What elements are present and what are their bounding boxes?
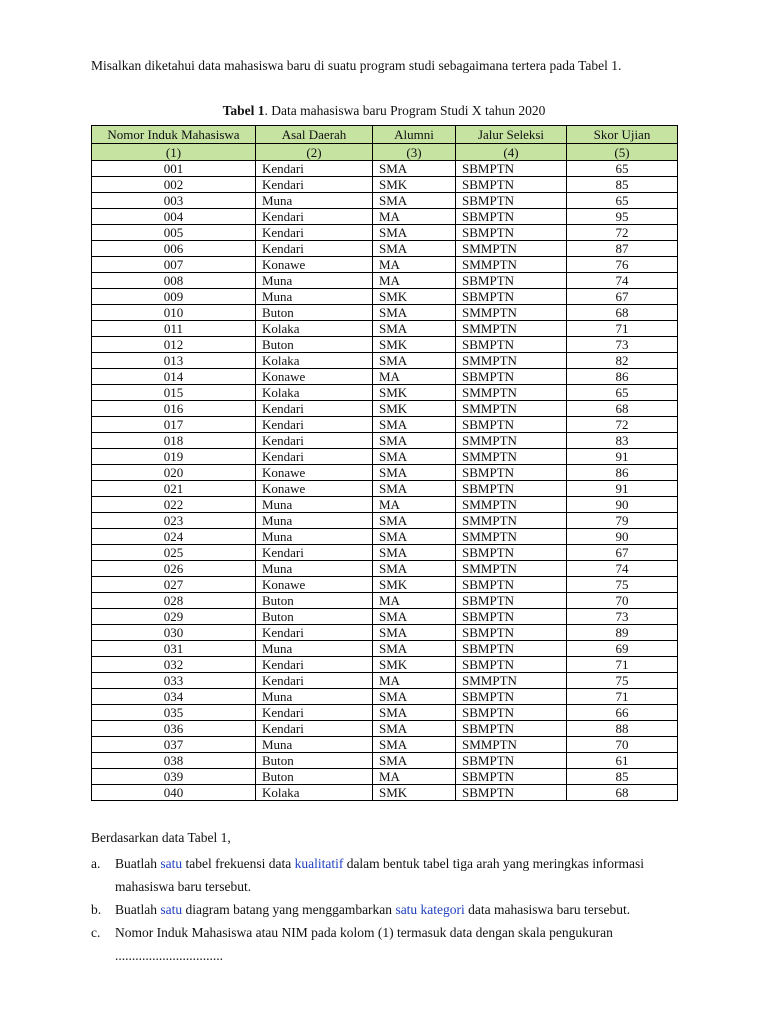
cell-jalur-seleksi: SBMPTN bbox=[456, 545, 567, 561]
cell-jalur-seleksi: SMMPTN bbox=[456, 321, 567, 337]
table-row bbox=[92, 193, 678, 209]
table-row bbox=[92, 305, 678, 321]
table-body bbox=[92, 161, 678, 801]
cell-nim: 025 bbox=[92, 545, 256, 561]
cell-alumni: MA bbox=[373, 769, 456, 785]
cell-asal-daerah: Kendari bbox=[256, 721, 373, 737]
cell-nim: 031 bbox=[92, 641, 256, 657]
cell-jalur-seleksi: SBMPTN bbox=[456, 577, 567, 593]
cell-skor-ujian: 71 bbox=[567, 657, 678, 673]
subheader-2: (2) bbox=[256, 144, 373, 161]
question-text: tabel frekuensi data bbox=[182, 856, 295, 871]
cell-nim: 005 bbox=[92, 225, 256, 241]
table-row bbox=[92, 273, 678, 289]
cell-jalur-seleksi: SMMPTN bbox=[456, 433, 567, 449]
cell-nim: 018 bbox=[92, 433, 256, 449]
cell-skor-ujian: 61 bbox=[567, 753, 678, 769]
cell-skor-ujian: 66 bbox=[567, 705, 678, 721]
cell-jalur-seleksi: SMMPTN bbox=[456, 449, 567, 465]
cell-jalur-seleksi: SMMPTN bbox=[456, 353, 567, 369]
cell-asal-daerah: Kendari bbox=[256, 177, 373, 193]
cell-alumni: SMA bbox=[373, 753, 456, 769]
student-table bbox=[91, 125, 678, 801]
cell-skor-ujian: 73 bbox=[567, 337, 678, 353]
cell-asal-daerah: Kendari bbox=[256, 209, 373, 225]
cell-nim: 004 bbox=[92, 209, 256, 225]
table-row bbox=[92, 529, 678, 545]
cell-asal-daerah: Buton bbox=[256, 305, 373, 321]
cell-jalur-seleksi: SBMPTN bbox=[456, 753, 567, 769]
cell-jalur-seleksi: SBMPTN bbox=[456, 465, 567, 481]
cell-skor-ujian: 68 bbox=[567, 401, 678, 417]
cell-asal-daerah: Muna bbox=[256, 513, 373, 529]
cell-jalur-seleksi: SBMPTN bbox=[456, 177, 567, 193]
cell-jalur-seleksi: SBMPTN bbox=[456, 769, 567, 785]
cell-nim: 016 bbox=[92, 401, 256, 417]
cell-jalur-seleksi: SBMPTN bbox=[456, 689, 567, 705]
table-row bbox=[92, 289, 678, 305]
cell-alumni: SMA bbox=[373, 321, 456, 337]
cell-skor-ujian: 91 bbox=[567, 481, 678, 497]
cell-skor-ujian: 68 bbox=[567, 305, 678, 321]
cell-skor-ujian: 67 bbox=[567, 289, 678, 305]
cell-alumni: SMA bbox=[373, 545, 456, 561]
cell-asal-daerah: Muna bbox=[256, 289, 373, 305]
cell-asal-daerah: Kendari bbox=[256, 225, 373, 241]
cell-skor-ujian: 83 bbox=[567, 433, 678, 449]
cell-alumni: SMK bbox=[373, 385, 456, 401]
cell-skor-ujian: 65 bbox=[567, 385, 678, 401]
table-row bbox=[92, 465, 678, 481]
cell-alumni: SMA bbox=[373, 641, 456, 657]
cell-alumni: SMA bbox=[373, 449, 456, 465]
question-text: data mahasiswa baru tersebut. bbox=[464, 902, 631, 917]
cell-alumni: SMK bbox=[373, 177, 456, 193]
question-list bbox=[91, 852, 681, 967]
cell-nim: 036 bbox=[92, 721, 256, 737]
cell-asal-daerah: Konawe bbox=[256, 369, 373, 385]
cell-jalur-seleksi: SMMPTN bbox=[456, 561, 567, 577]
header-nim: Nomor Induk Mahasiswa bbox=[92, 126, 256, 144]
cell-jalur-seleksi: SBMPTN bbox=[456, 657, 567, 673]
cell-skor-ujian: 68 bbox=[567, 785, 678, 801]
question-text: dalam bentuk tabel tiga arah yang meringkas informasi mahasiswa baru tersebut. bbox=[115, 856, 644, 894]
cell-asal-daerah: Buton bbox=[256, 753, 373, 769]
cell-asal-daerah: Kendari bbox=[256, 705, 373, 721]
cell-skor-ujian: 75 bbox=[567, 577, 678, 593]
cell-asal-daerah: Muna bbox=[256, 737, 373, 753]
table-subheader-row bbox=[92, 144, 678, 161]
cell-nim: 021 bbox=[92, 481, 256, 497]
cell-skor-ujian: 86 bbox=[567, 369, 678, 385]
cell-jalur-seleksi: SBMPTN bbox=[456, 209, 567, 225]
cell-alumni: SMA bbox=[373, 161, 456, 177]
cell-jalur-seleksi: SBMPTN bbox=[456, 785, 567, 801]
cell-skor-ujian: 72 bbox=[567, 417, 678, 433]
cell-asal-daerah: Kendari bbox=[256, 161, 373, 177]
cell-skor-ujian: 71 bbox=[567, 689, 678, 705]
cell-skor-ujian: 71 bbox=[567, 321, 678, 337]
table-row bbox=[92, 673, 678, 689]
table-row bbox=[92, 609, 678, 625]
cell-asal-daerah: Kendari bbox=[256, 625, 373, 641]
highlight-text: kualitatif bbox=[294, 856, 344, 871]
cell-skor-ujian: 69 bbox=[567, 641, 678, 657]
table-row bbox=[92, 369, 678, 385]
cell-jalur-seleksi: SMMPTN bbox=[456, 529, 567, 545]
cell-jalur-seleksi: SBMPTN bbox=[456, 625, 567, 641]
cell-asal-daerah: Kolaka bbox=[256, 353, 373, 369]
cell-asal-daerah: Muna bbox=[256, 561, 373, 577]
table-row bbox=[92, 625, 678, 641]
cell-jalur-seleksi: SMMPTN bbox=[456, 513, 567, 529]
table-row bbox=[92, 321, 678, 337]
header-asal-daerah: Asal Daerah bbox=[256, 126, 373, 144]
question-c bbox=[91, 921, 681, 967]
table-row bbox=[92, 225, 678, 241]
header-skor-ujian: Skor Ujian bbox=[567, 126, 678, 144]
table-row bbox=[92, 257, 678, 273]
cell-asal-daerah: Konawe bbox=[256, 481, 373, 497]
cell-skor-ujian: 74 bbox=[567, 561, 678, 577]
cell-nim: 026 bbox=[92, 561, 256, 577]
subheader-5: (5) bbox=[567, 144, 678, 161]
cell-asal-daerah: Muna bbox=[256, 497, 373, 513]
cell-jalur-seleksi: SMMPTN bbox=[456, 497, 567, 513]
question-text: Buatlah bbox=[115, 856, 161, 871]
cell-asal-daerah: Buton bbox=[256, 769, 373, 785]
cell-nim: 013 bbox=[92, 353, 256, 369]
cell-asal-daerah: Buton bbox=[256, 337, 373, 353]
cell-asal-daerah: Muna bbox=[256, 193, 373, 209]
cell-alumni: SMA bbox=[373, 241, 456, 257]
cell-skor-ujian: 86 bbox=[567, 465, 678, 481]
cell-nim: 019 bbox=[92, 449, 256, 465]
cell-skor-ujian: 90 bbox=[567, 529, 678, 545]
cell-alumni: SMK bbox=[373, 785, 456, 801]
cell-alumni: SMA bbox=[373, 529, 456, 545]
cell-nim: 020 bbox=[92, 465, 256, 481]
table-row bbox=[92, 561, 678, 577]
cell-alumni: MA bbox=[373, 497, 456, 513]
cell-jalur-seleksi: SMMPTN bbox=[456, 737, 567, 753]
cell-jalur-seleksi: SMMPTN bbox=[456, 673, 567, 689]
cell-skor-ujian: 85 bbox=[567, 177, 678, 193]
cell-asal-daerah: Buton bbox=[256, 593, 373, 609]
cell-jalur-seleksi: SMMPTN bbox=[456, 305, 567, 321]
cell-nim: 006 bbox=[92, 241, 256, 257]
cell-nim: 002 bbox=[92, 177, 256, 193]
question-text: Buatlah bbox=[115, 902, 161, 917]
cell-alumni: SMA bbox=[373, 705, 456, 721]
cell-asal-daerah: Konawe bbox=[256, 465, 373, 481]
cell-alumni: SMA bbox=[373, 481, 456, 497]
cell-nim: 037 bbox=[92, 737, 256, 753]
cell-skor-ujian: 65 bbox=[567, 193, 678, 209]
table-row bbox=[92, 385, 678, 401]
table-header-row bbox=[92, 126, 678, 144]
cell-skor-ujian: 65 bbox=[567, 161, 678, 177]
intro-text: Misalkan diketahui data mahasiswa baru di suatu program studi sebagaimana tertera pada Tabel 1. bbox=[91, 58, 622, 73]
cell-asal-daerah: Kendari bbox=[256, 673, 373, 689]
cell-alumni: SMA bbox=[373, 305, 456, 321]
cell-skor-ujian: 89 bbox=[567, 625, 678, 641]
cell-jalur-seleksi: SMMPTN bbox=[456, 385, 567, 401]
table-row bbox=[92, 209, 678, 225]
cell-jalur-seleksi: SBMPTN bbox=[456, 417, 567, 433]
table-row bbox=[92, 721, 678, 737]
table-row bbox=[92, 481, 678, 497]
cell-jalur-seleksi: SBMPTN bbox=[456, 193, 567, 209]
table-row bbox=[92, 353, 678, 369]
cell-asal-daerah: Kendari bbox=[256, 401, 373, 417]
cell-alumni: SMA bbox=[373, 737, 456, 753]
cell-alumni: SMA bbox=[373, 225, 456, 241]
cell-alumni: SMK bbox=[373, 337, 456, 353]
cell-alumni: SMA bbox=[373, 609, 456, 625]
cell-nim: 015 bbox=[92, 385, 256, 401]
cell-skor-ujian: 90 bbox=[567, 497, 678, 513]
cell-skor-ujian: 82 bbox=[567, 353, 678, 369]
cell-jalur-seleksi: SBMPTN bbox=[456, 705, 567, 721]
table-row bbox=[92, 641, 678, 657]
cell-nim: 029 bbox=[92, 609, 256, 625]
cell-nim: 040 bbox=[92, 785, 256, 801]
cell-jalur-seleksi: SBMPTN bbox=[456, 609, 567, 625]
cell-jalur-seleksi: SBMPTN bbox=[456, 641, 567, 657]
cell-nim: 033 bbox=[92, 673, 256, 689]
cell-skor-ujian: 76 bbox=[567, 257, 678, 273]
question-text: diagram batang yang menggambarkan bbox=[182, 902, 396, 917]
cell-skor-ujian: 70 bbox=[567, 737, 678, 753]
cell-asal-daerah: Kolaka bbox=[256, 785, 373, 801]
cell-alumni: SMK bbox=[373, 657, 456, 673]
cell-asal-daerah: Kendari bbox=[256, 417, 373, 433]
cell-asal-daerah: Konawe bbox=[256, 257, 373, 273]
table-row bbox=[92, 433, 678, 449]
cell-nim: 038 bbox=[92, 753, 256, 769]
cell-alumni: SMA bbox=[373, 433, 456, 449]
subheader-3: (3) bbox=[373, 144, 456, 161]
cell-asal-daerah: Kendari bbox=[256, 449, 373, 465]
cell-alumni: SMK bbox=[373, 577, 456, 593]
cell-asal-daerah: Konawe bbox=[256, 577, 373, 593]
cell-jalur-seleksi: SMMPTN bbox=[456, 257, 567, 273]
cell-nim: 023 bbox=[92, 513, 256, 529]
header-jalur-seleksi: Jalur Seleksi bbox=[456, 126, 567, 144]
cell-asal-daerah: Kendari bbox=[256, 657, 373, 673]
cell-skor-ujian: 91 bbox=[567, 449, 678, 465]
subheader-4: (4) bbox=[456, 144, 567, 161]
cell-asal-daerah: Muna bbox=[256, 689, 373, 705]
cell-alumni: SMA bbox=[373, 417, 456, 433]
cell-nim: 003 bbox=[92, 193, 256, 209]
cell-asal-daerah: Kendari bbox=[256, 545, 373, 561]
cell-skor-ujian: 67 bbox=[567, 545, 678, 561]
table-row bbox=[92, 689, 678, 705]
cell-nim: 024 bbox=[92, 529, 256, 545]
cell-jalur-seleksi: SBMPTN bbox=[456, 481, 567, 497]
cell-nim: 017 bbox=[92, 417, 256, 433]
cell-nim: 012 bbox=[92, 337, 256, 353]
cell-nim: 001 bbox=[92, 161, 256, 177]
cell-jalur-seleksi: SBMPTN bbox=[456, 721, 567, 737]
highlight-text: satu bbox=[160, 902, 183, 917]
cell-asal-daerah: Muna bbox=[256, 641, 373, 657]
question-b bbox=[91, 898, 681, 921]
cell-alumni: SMA bbox=[373, 561, 456, 577]
cell-alumni: SMA bbox=[373, 353, 456, 369]
table-row bbox=[92, 417, 678, 433]
cell-alumni: MA bbox=[373, 209, 456, 225]
cell-skor-ujian: 95 bbox=[567, 209, 678, 225]
header-alumni: Alumni bbox=[373, 126, 456, 144]
highlight-text: satu kategori bbox=[395, 902, 465, 917]
cell-jalur-seleksi: SMMPTN bbox=[456, 241, 567, 257]
subheader-1: (1) bbox=[92, 144, 256, 161]
cell-asal-daerah: Buton bbox=[256, 609, 373, 625]
cell-nim: 035 bbox=[92, 705, 256, 721]
cell-alumni: SMA bbox=[373, 689, 456, 705]
cell-jalur-seleksi: SBMPTN bbox=[456, 289, 567, 305]
cell-nim: 010 bbox=[92, 305, 256, 321]
cell-skor-ujian: 74 bbox=[567, 273, 678, 289]
cell-alumni: SMA bbox=[373, 625, 456, 641]
cell-alumni: MA bbox=[373, 673, 456, 689]
question-text: Nomor Induk Mahasiswa atau NIM pada kolom (1) termasuk data dengan skala pengukuran bbox=[115, 925, 613, 940]
cell-nim: 009 bbox=[92, 289, 256, 305]
cell-nim: 027 bbox=[92, 577, 256, 593]
cell-skor-ujian: 75 bbox=[567, 673, 678, 689]
question-marker: b. bbox=[91, 902, 102, 917]
table-row bbox=[92, 497, 678, 513]
cell-skor-ujian: 87 bbox=[567, 241, 678, 257]
cell-alumni: MA bbox=[373, 593, 456, 609]
cell-asal-daerah: Kendari bbox=[256, 241, 373, 257]
cell-jalur-seleksi: SBMPTN bbox=[456, 225, 567, 241]
cell-nim: 028 bbox=[92, 593, 256, 609]
cell-asal-daerah: Kolaka bbox=[256, 385, 373, 401]
cell-nim: 034 bbox=[92, 689, 256, 705]
cell-jalur-seleksi: SBMPTN bbox=[456, 593, 567, 609]
cell-jalur-seleksi: SMMPTN bbox=[456, 401, 567, 417]
cell-skor-ujian: 88 bbox=[567, 721, 678, 737]
cell-nim: 032 bbox=[92, 657, 256, 673]
table-row bbox=[92, 449, 678, 465]
cell-skor-ujian: 72 bbox=[567, 225, 678, 241]
caption-label: Tabel 1 bbox=[222, 103, 265, 118]
cell-nim: 039 bbox=[92, 769, 256, 785]
table-row bbox=[92, 593, 678, 609]
cell-asal-daerah: Kendari bbox=[256, 433, 373, 449]
cell-alumni: SMK bbox=[373, 289, 456, 305]
cell-alumni: SMA bbox=[373, 513, 456, 529]
cell-nim: 014 bbox=[92, 369, 256, 385]
cell-jalur-seleksi: SBMPTN bbox=[456, 161, 567, 177]
table-row bbox=[92, 785, 678, 801]
cell-alumni: SMA bbox=[373, 721, 456, 737]
cell-nim: 022 bbox=[92, 497, 256, 513]
cell-asal-daerah: Kolaka bbox=[256, 321, 373, 337]
cell-nim: 008 bbox=[92, 273, 256, 289]
table-row bbox=[92, 705, 678, 721]
table-row bbox=[92, 577, 678, 593]
table-row bbox=[92, 545, 678, 561]
cell-skor-ujian: 79 bbox=[567, 513, 678, 529]
cell-skor-ujian: 85 bbox=[567, 769, 678, 785]
table-row bbox=[92, 161, 678, 177]
table-row bbox=[92, 513, 678, 529]
table-row bbox=[92, 737, 678, 753]
highlight-text: satu bbox=[160, 856, 183, 871]
table-row bbox=[92, 657, 678, 673]
cell-asal-daerah: Muna bbox=[256, 529, 373, 545]
cell-jalur-seleksi: SBMPTN bbox=[456, 369, 567, 385]
question-marker: a. bbox=[91, 856, 101, 871]
table-row bbox=[92, 177, 678, 193]
table-row bbox=[92, 241, 678, 257]
caption-text: . Data mahasiswa baru Program Studi X tahun 2020 bbox=[264, 103, 546, 118]
cell-alumni: SMK bbox=[373, 401, 456, 417]
after-text: Berdasarkan data Tabel 1, bbox=[91, 830, 231, 845]
cell-skor-ujian: 70 bbox=[567, 593, 678, 609]
table-row bbox=[92, 337, 678, 353]
table-caption bbox=[0, 103, 768, 119]
answer-blank: ................................ bbox=[115, 948, 223, 963]
cell-alumni: MA bbox=[373, 273, 456, 289]
cell-alumni: MA bbox=[373, 369, 456, 385]
cell-jalur-seleksi: SBMPTN bbox=[456, 337, 567, 353]
cell-nim: 030 bbox=[92, 625, 256, 641]
cell-skor-ujian: 73 bbox=[567, 609, 678, 625]
cell-alumni: MA bbox=[373, 257, 456, 273]
cell-nim: 011 bbox=[92, 321, 256, 337]
question-marker: c. bbox=[91, 925, 101, 940]
table-row bbox=[92, 769, 678, 785]
question-a bbox=[91, 852, 681, 898]
cell-alumni: SMA bbox=[373, 465, 456, 481]
table-row bbox=[92, 401, 678, 417]
cell-jalur-seleksi: SBMPTN bbox=[456, 273, 567, 289]
cell-asal-daerah: Muna bbox=[256, 273, 373, 289]
table-row bbox=[92, 753, 678, 769]
cell-nim: 007 bbox=[92, 257, 256, 273]
cell-alumni: SMA bbox=[373, 193, 456, 209]
